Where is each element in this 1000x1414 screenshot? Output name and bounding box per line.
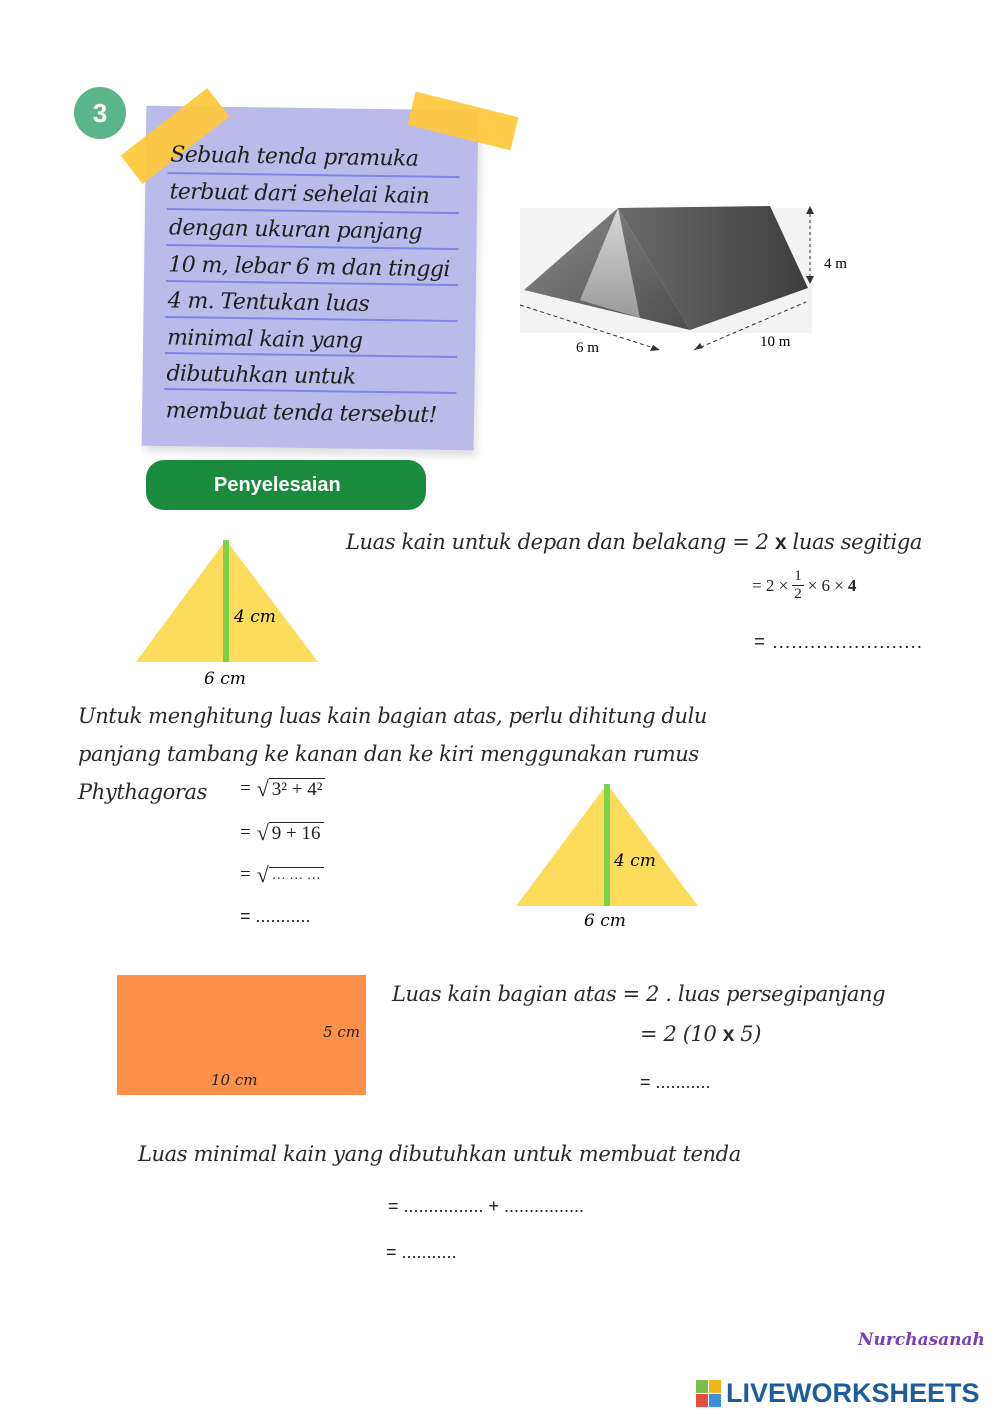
final-sum-blank: = ................ + ................ [388,1196,585,1216]
rectangle-width-label: 10 cm [211,1071,258,1089]
final-question: Luas minimal kain yang dibutuhkan untuk membuat tenda [138,1142,741,1166]
liveworksheets-icon [696,1380,722,1408]
radicand: 9 + 16 [269,822,324,845]
step1-answer-blank: = ........................ [754,632,924,653]
pythagoras-eq1 [240,776,325,802]
radicand-blank: … … … [269,867,324,884]
step3-line1: Luas kain bagian atas = 2 . luas persegipanjang [392,982,886,1006]
pythagoras-eq3 [240,862,324,888]
tent-height-label: 4 m [824,256,847,272]
times-symbol: x [722,1023,734,1046]
formula-part: × 6 × [807,575,844,595]
radicand: 3² + 4² [269,778,326,801]
triangle-height-label: 4 cm [614,851,656,871]
formula-part: 4 [847,575,857,595]
triangle-figure-1 [130,538,330,688]
problem-line: dibutuhkan untuk [166,361,356,390]
problem-line: dengan ukuran panjang [168,215,423,245]
arrow-head [694,343,703,350]
problem-line: 10 m, lebar 6 m dan tinggi [168,251,450,282]
solution-banner: Penyelesaian [146,460,426,510]
tent-length-label: 10 m [760,334,791,350]
problem-line: Sebuah tenda pramuka [170,142,419,172]
triangle-height-bar [604,784,610,906]
pythagoras-answer-blank: = ........... [240,906,311,926]
equals: = [240,822,251,843]
step1-line1 [346,530,922,555]
triangle-base-label: 6 cm [204,669,246,688]
sqrt-symbol: √ [256,776,269,801]
problem-text [165,137,470,434]
pythagoras-eq2 [240,820,324,846]
problem-number-badge: 3 [74,87,126,139]
author-signature: Nurchasanah [858,1330,985,1350]
brand-logo [696,1378,980,1409]
step2-line2: panjang tambang ke kanan dan ke kiri menggunakan rumus [78,742,699,766]
triangle-height-label: 4 cm [234,607,276,627]
step3-text: 5) [740,1022,762,1046]
triangle-figure-2 [512,782,712,934]
arrow-head [650,345,660,351]
sqrt-symbol: √ [256,862,269,887]
fraction-numerator: 1 [794,568,802,584]
times-symbol: x [774,531,787,554]
step3-answer-blank: = ........... [640,1072,711,1092]
rectangle-figure [117,975,366,1095]
problem-line: minimal kain yang [166,324,363,354]
step3-line2 [640,1022,761,1047]
step1-text: Luas kain untuk depan dan belakang = 2 [346,530,769,554]
fraction-denominator: 2 [794,586,802,602]
problem-line: 4 m. Tentukan luas [167,288,370,317]
fraction [792,568,804,603]
equals: = [240,864,251,885]
brand-name: LIVEWORKSHEETS [726,1378,980,1408]
step3-text: = 2 (10 [640,1022,717,1046]
final-answer-blank: = ........... [386,1242,457,1262]
pythagoras-label: Phythagoras [78,780,208,804]
problem-line: membuat tenda tersebut! [165,397,437,428]
rectangle-height-label: 5 cm [323,1023,360,1041]
tent-width-label: 6 m [576,340,599,356]
problem-line: terbuat dari sehelai kain [169,178,430,209]
step1-text: luas segitiga [792,530,922,554]
triangle-height-bar [223,540,229,662]
triangle-base-label: 6 cm [584,911,626,931]
step1-formula [752,568,856,603]
equals: = [240,778,251,799]
sqrt-symbol: √ [256,820,269,845]
step2-line1: Untuk menghitung luas kain bagian atas, perlu dihitung dulu [78,704,708,728]
formula-part: = 2 × [752,575,789,595]
tent-illustration [510,200,870,365]
